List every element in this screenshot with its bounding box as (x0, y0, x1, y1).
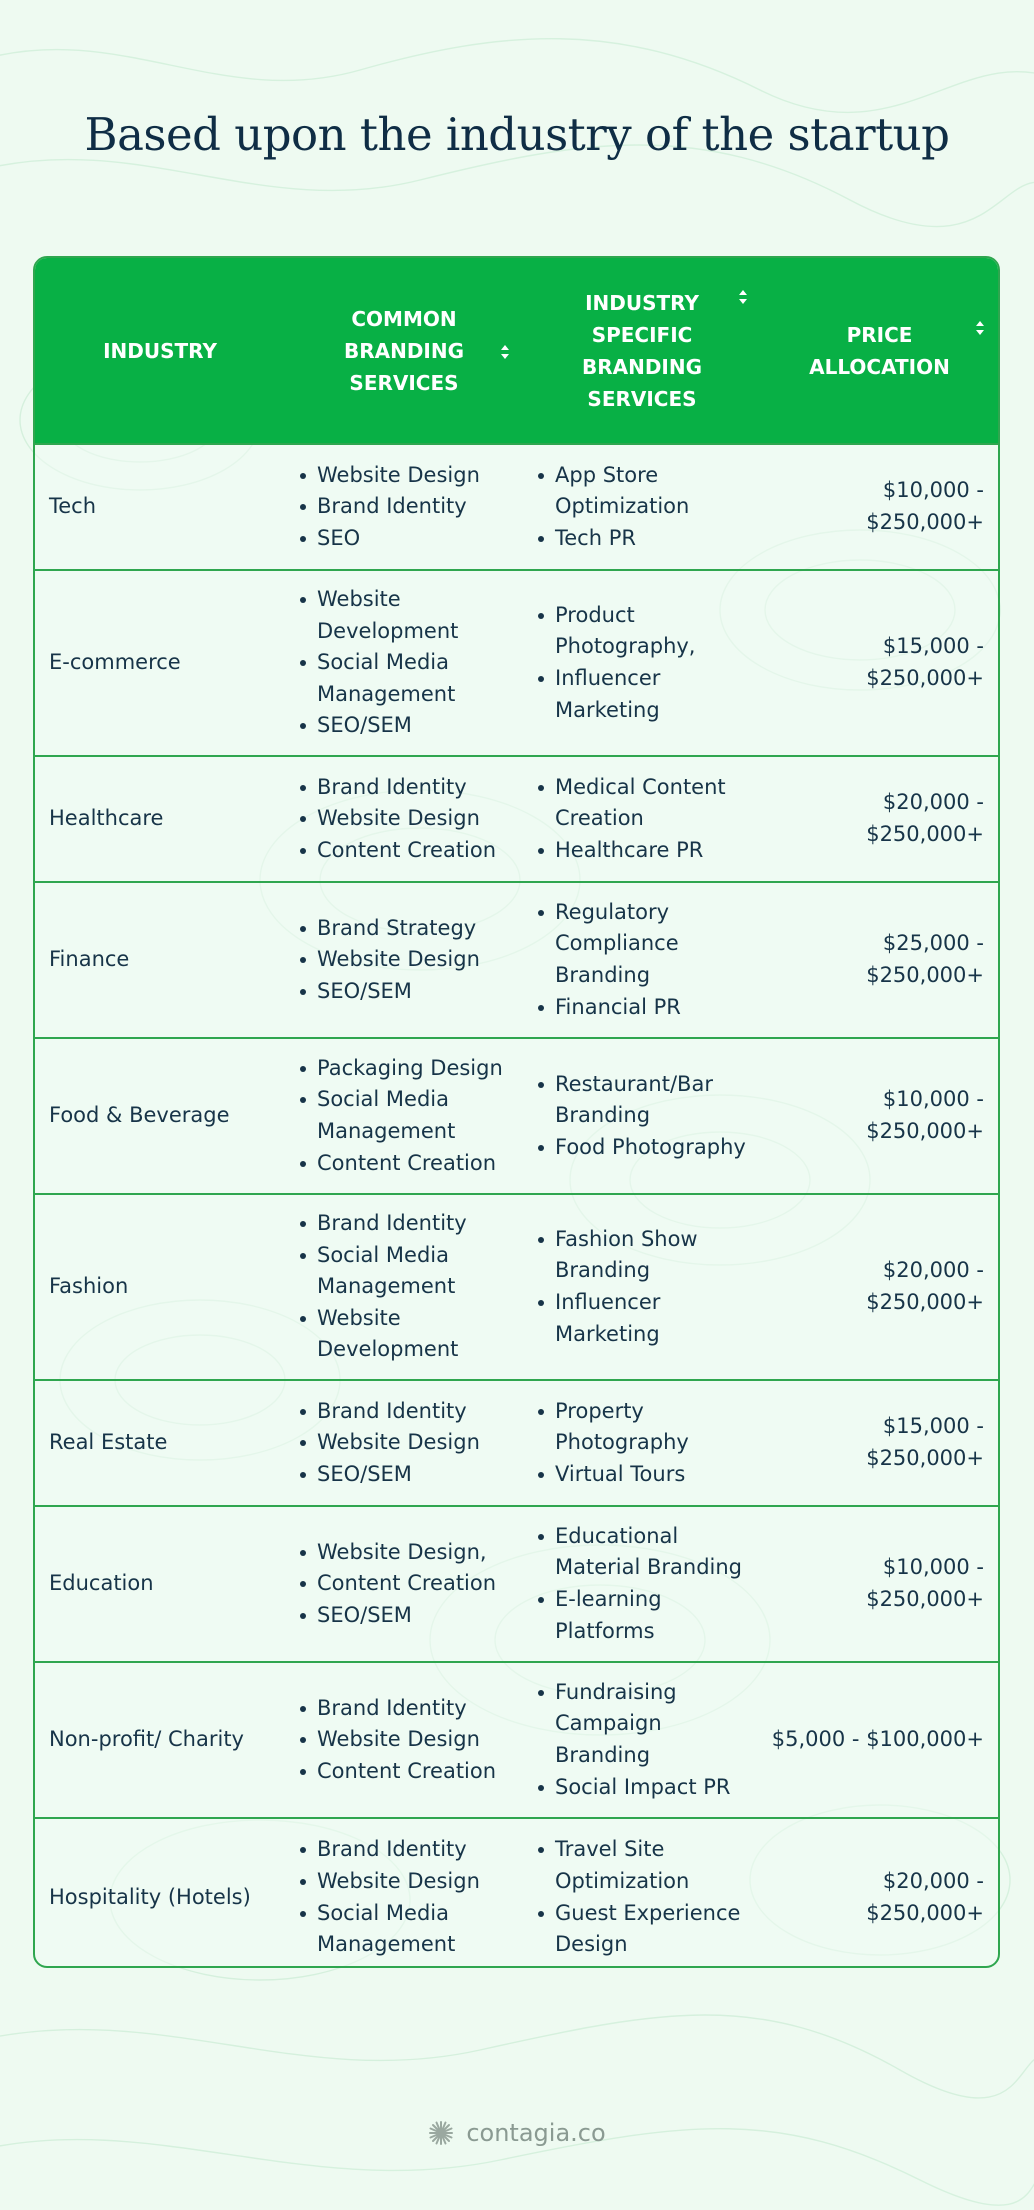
industry-cell (35, 571, 285, 755)
service-list (297, 913, 480, 1008)
service-list (535, 1834, 757, 1960)
common-services-cell (285, 1507, 523, 1661)
common-services-cell (285, 1039, 523, 1193)
service-list (535, 1677, 757, 1803)
service-item: SEO/SEM (297, 976, 480, 1008)
service-item: Brand Identity (297, 1693, 496, 1725)
service-item: Influencer Marketing (535, 1287, 757, 1350)
service-list (297, 772, 496, 867)
sort-icon[interactable] (739, 290, 747, 304)
service-list (297, 460, 480, 555)
specific-services-cell (523, 1663, 761, 1817)
service-item: Website Design (297, 460, 480, 492)
industry-cell (35, 1819, 285, 1968)
industry-name: Healthcare (49, 806, 164, 831)
common-services-cell (285, 1663, 523, 1817)
industry-name: E-commerce (49, 650, 181, 675)
table-row (35, 445, 998, 571)
price-cell (761, 1381, 998, 1505)
footer (0, 2119, 1034, 2147)
specific-services-cell (523, 1381, 761, 1505)
service-item: Social Media Management (297, 1084, 519, 1147)
industry-cell (35, 1507, 285, 1661)
service-item: Travel Site Optimization (535, 1834, 757, 1897)
service-item: Influencer Marketing (535, 663, 757, 726)
service-item: Website Design, (297, 1537, 496, 1569)
specific-services-cell (523, 571, 761, 755)
specific-services-cell (523, 1039, 761, 1193)
industry-name: Fashion (49, 1274, 129, 1299)
service-list (297, 1834, 519, 1960)
service-item: Social Media Management (297, 1240, 519, 1303)
price-value: $25,000 - $250,000+ (866, 931, 984, 987)
service-item: Educational Material Branding (535, 1521, 757, 1584)
service-list (297, 1537, 496, 1632)
price-value: $20,000 - $250,000+ (866, 1868, 984, 1925)
footer-brand: contagia.co (466, 2119, 606, 2147)
service-item: Financial PR (535, 992, 757, 1024)
starburst-logo-icon (428, 2120, 454, 2146)
service-item: Tech PR (535, 523, 757, 555)
price-cell (761, 445, 998, 569)
service-list (535, 1069, 757, 1164)
service-list (535, 897, 757, 1023)
price-value: $20,000 - $250,000+ (866, 1258, 984, 1314)
header-label: INDUSTRY SPECIFIC BRANDING SERVICES (581, 290, 703, 411)
service-item: Social Impact PR (535, 1772, 757, 1804)
industry-cell (35, 757, 285, 881)
industry-name: Education (49, 1571, 154, 1596)
service-item: E-learning Platforms (535, 1584, 757, 1647)
service-item: Restaurant/Bar Branding (535, 1069, 757, 1132)
service-item: Website Design (297, 803, 496, 835)
price-value: $10,000 - $250,000+ (866, 478, 984, 534)
industry-cell (35, 1039, 285, 1193)
price-value: $20,000 - $250,000+ (866, 790, 984, 846)
header-industry-specific-branding-services[interactable] (523, 258, 761, 443)
common-services-cell (285, 1195, 523, 1379)
service-item: Website Development (297, 1303, 519, 1366)
header-common-branding-services[interactable] (285, 258, 523, 443)
table-row (35, 1039, 998, 1195)
sort-icon[interactable] (501, 345, 509, 359)
service-item: Content Creation (297, 1756, 496, 1788)
price-cell (761, 1507, 998, 1661)
service-item: Brand Strategy (297, 913, 480, 945)
table-row (35, 1195, 998, 1381)
specific-services-cell (523, 757, 761, 881)
service-item: Brand Identity (297, 1396, 480, 1428)
service-item: Property Photography (535, 1396, 757, 1459)
common-services-cell (285, 757, 523, 881)
common-services-cell (285, 445, 523, 569)
industry-name: Non-profit/ Charity (49, 1727, 244, 1752)
specific-services-cell (523, 883, 761, 1037)
price-value: $15,000 - $250,000+ (866, 1414, 984, 1470)
industry-name: Hospitality (Hotels) (49, 1884, 251, 1909)
industry-cell (35, 883, 285, 1037)
industry-cell (35, 1663, 285, 1817)
header-label: PRICE ALLOCATION (809, 322, 950, 379)
industry-cell (35, 1195, 285, 1379)
header-label: COMMON BRANDING SERVICES (343, 306, 465, 395)
table-row (35, 1507, 998, 1663)
service-list (535, 1224, 757, 1350)
sort-icon[interactable] (976, 321, 984, 335)
specific-services-cell (523, 1507, 761, 1661)
service-item: Brand Identity (297, 772, 496, 804)
table-row (35, 883, 998, 1039)
service-item: Brand Identity (297, 1208, 519, 1240)
service-item: SEO/SEM (297, 1459, 480, 1491)
service-item: Website Design (297, 1866, 519, 1898)
service-item: Social Media Management (297, 1898, 519, 1961)
table-row (35, 1819, 998, 1968)
service-list (297, 1396, 480, 1491)
service-item: SEO/SEM (297, 1600, 496, 1632)
service-item: Medical Content Creation (535, 772, 757, 835)
service-list (535, 460, 757, 555)
price-value: $15,000 - $250,000+ (866, 634, 984, 690)
price-value: $10,000 - $250,000+ (866, 1555, 984, 1611)
service-item: Website Design (297, 1724, 496, 1756)
specific-services-cell (523, 445, 761, 569)
table-row (35, 1381, 998, 1507)
price-value: $10,000 - $250,000+ (866, 1087, 984, 1143)
industry-name: Real Estate (49, 1430, 168, 1455)
table-row (35, 757, 998, 883)
service-item: Website Design (297, 944, 480, 976)
price-cell (761, 1039, 998, 1193)
header-price-allocation[interactable] (761, 258, 998, 443)
service-item: Regulatory Compliance Branding (535, 897, 757, 992)
price-cell (761, 571, 998, 755)
service-item: Fashion Show Branding (535, 1224, 757, 1287)
common-services-cell (285, 1381, 523, 1505)
service-item: Packaging Design (297, 1053, 519, 1085)
branding-table (33, 256, 1000, 1968)
price-cell (761, 883, 998, 1037)
service-item: Product Photography, (535, 600, 757, 663)
service-list (297, 1053, 519, 1179)
table-header (35, 258, 998, 445)
service-item: App Store Optimization (535, 460, 757, 523)
service-item: Healthcare PR (535, 835, 757, 867)
service-item: Guest Experience Design (535, 1898, 757, 1961)
service-item: Brand Identity (297, 1834, 519, 1866)
service-item: Content Creation (297, 1148, 519, 1180)
service-list (535, 600, 757, 726)
specific-services-cell (523, 1195, 761, 1379)
service-item: Virtual Tours (535, 1459, 757, 1491)
service-item: Content Creation (297, 835, 496, 867)
table-row (35, 571, 998, 757)
service-list (297, 1693, 496, 1788)
common-services-cell (285, 571, 523, 755)
industry-name: Food & Beverage (49, 1103, 230, 1128)
table-row (35, 1663, 998, 1819)
service-item: Brand Identity (297, 491, 480, 523)
service-item: Content Creation (297, 1568, 496, 1600)
specific-services-cell (523, 1819, 761, 1968)
table-body (35, 445, 998, 1968)
service-item: SEO (297, 523, 480, 555)
service-list (535, 1396, 757, 1491)
service-item: Food Photography (535, 1132, 757, 1164)
price-cell (761, 757, 998, 881)
header-label: INDUSTRY (103, 338, 217, 363)
service-list (535, 1521, 757, 1647)
service-list (535, 772, 757, 867)
industry-name: Tech (49, 494, 97, 519)
common-services-cell (285, 883, 523, 1037)
service-item: Fundraising Campaign Branding (535, 1677, 757, 1772)
service-item: Social Media Management (297, 647, 519, 710)
price-cell (761, 1819, 998, 1968)
service-item: Website Design (297, 1427, 480, 1459)
header-industry[interactable] (35, 258, 285, 443)
industry-name: Finance (49, 947, 130, 972)
price-cell (761, 1663, 998, 1817)
industry-cell (35, 445, 285, 569)
page-title: Based upon the industry of the startup (84, 108, 950, 161)
service-item: Website Development (297, 584, 519, 647)
service-list (297, 1208, 519, 1366)
industry-cell (35, 1381, 285, 1505)
price-value: $5,000 - $100,000+ (771, 1727, 984, 1752)
price-cell (761, 1195, 998, 1379)
common-services-cell (285, 1819, 523, 1968)
service-list (297, 584, 519, 742)
service-item: SEO/SEM (297, 710, 519, 742)
